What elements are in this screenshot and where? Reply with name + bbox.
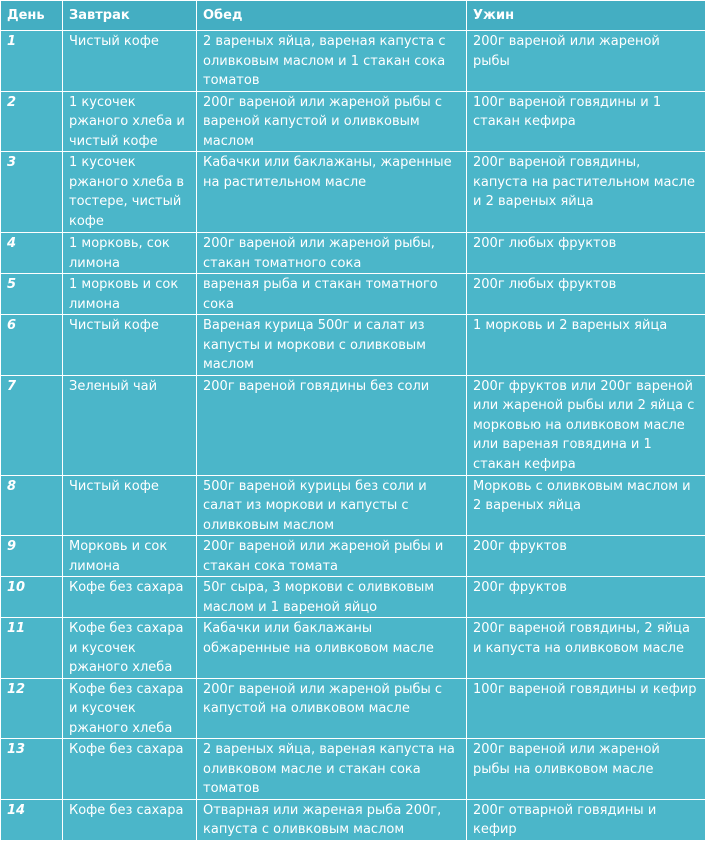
cell-day: 11 xyxy=(1,618,63,679)
table-row xyxy=(1,577,705,618)
cell-day: 13 xyxy=(1,739,63,800)
table-row xyxy=(1,274,705,315)
table-row xyxy=(1,233,705,274)
cell-breakfast: Кофе без сахара xyxy=(63,799,197,840)
cell-day: 9 xyxy=(1,536,63,577)
cell-day: 5 xyxy=(1,274,63,315)
cell-dinner: 200г отварной говядины и кефир xyxy=(467,799,705,840)
cell-breakfast: Чистый кофе xyxy=(63,315,197,376)
cell-dinner: 200г фруктов или 200г вареной или жареной рыбы или 2 яйца с морковью на оливковом масле или вареная говядина и 1 стакан кефира xyxy=(467,375,705,475)
table-row xyxy=(1,31,705,92)
cell-day: 2 xyxy=(1,91,63,152)
header-breakfast: Завтрак xyxy=(63,1,197,31)
cell-breakfast: 1 морковь и сок лимона xyxy=(63,274,197,315)
header-lunch: Обед xyxy=(197,1,467,31)
cell-lunch: Отварная или жареная рыба 200г, капуста с оливковым маслом xyxy=(197,799,467,840)
table-body xyxy=(1,31,705,841)
cell-day: 4 xyxy=(1,233,63,274)
cell-lunch: 2 вареных яйца, вареная капуста на оливковом масле и стакан сока томатов xyxy=(197,739,467,800)
cell-dinner: 100г вареной говядины и 1 стакан кефира xyxy=(467,91,705,152)
table-row xyxy=(1,536,705,577)
cell-lunch: вареная рыба и стакан томатного сока xyxy=(197,274,467,315)
cell-dinner: 200г любых фруктов xyxy=(467,274,705,315)
cell-breakfast: Зеленый чай xyxy=(63,375,197,475)
table-row xyxy=(1,375,705,475)
cell-breakfast: 1 кусочек ржаного хлеба в тостере, чистый кофе xyxy=(63,152,197,233)
table-header-row xyxy=(1,1,705,31)
table-row xyxy=(1,91,705,152)
cell-dinner: 200г вареной говядины, 2 яйца и капуста на оливковом масле xyxy=(467,618,705,679)
cell-lunch: 200г вареной или жареной рыбы, стакан томатного сока xyxy=(197,233,467,274)
cell-day: 3 xyxy=(1,152,63,233)
cell-lunch: Вареная курица 500г и салат из капусты и моркови с оливковым маслом xyxy=(197,315,467,376)
header-day: День xyxy=(1,1,63,31)
cell-day: 1 xyxy=(1,31,63,92)
cell-lunch: 200г вареной или жареной рыбы с вареной капустой и оливковым маслом xyxy=(197,91,467,152)
cell-dinner: 1 морковь и 2 вареных яйца xyxy=(467,315,705,376)
cell-lunch: 2 вареных яйца, вареная капуста с оливковым маслом и 1 стакан сока томатов xyxy=(197,31,467,92)
cell-breakfast: Кофе без сахара и кусочек ржаного хлеба xyxy=(63,678,197,739)
cell-day: 14 xyxy=(1,799,63,840)
cell-breakfast: 1 кусочек ржаного хлеба и чистый кофе xyxy=(63,91,197,152)
table-row xyxy=(1,315,705,376)
header-dinner: Ужин xyxy=(467,1,705,31)
cell-breakfast: Чистый кофе xyxy=(63,31,197,92)
cell-dinner: 200г вареной говядины, капуста на растительном масле и 2 вареных яйца xyxy=(467,152,705,233)
cell-day: 7 xyxy=(1,375,63,475)
cell-dinner: 100г вареной говядины и кефир xyxy=(467,678,705,739)
table-row xyxy=(1,475,705,536)
cell-day: 6 xyxy=(1,315,63,376)
table-row xyxy=(1,678,705,739)
cell-dinner: 200г вареной или жареной рыбы на оливковом масле xyxy=(467,739,705,800)
cell-lunch: 200г вареной или жареной рыбы и стакан сока томата xyxy=(197,536,467,577)
cell-breakfast: Чистый кофе xyxy=(63,475,197,536)
cell-lunch: 500г вареной курицы без соли и салат из моркови и капусты с оливковым маслом xyxy=(197,475,467,536)
cell-lunch: 200г вареной или жареной рыбы с капустой на оливковом масле xyxy=(197,678,467,739)
cell-day: 10 xyxy=(1,577,63,618)
cell-dinner: Морковь с оливковым маслом и 2 вареных яйца xyxy=(467,475,705,536)
cell-breakfast: Кофе без сахара xyxy=(63,577,197,618)
table-row xyxy=(1,799,705,840)
cell-dinner: 200г фруктов xyxy=(467,536,705,577)
cell-breakfast: Кофе без сахара xyxy=(63,739,197,800)
cell-dinner: 200г фруктов xyxy=(467,577,705,618)
table-row xyxy=(1,618,705,679)
table-row xyxy=(1,152,705,233)
cell-lunch: 200г вареной говядины без соли xyxy=(197,375,467,475)
cell-breakfast: 1 морковь, сок лимона xyxy=(63,233,197,274)
cell-breakfast: Кофе без сахара и кусочек ржаного хлеба xyxy=(63,618,197,679)
cell-lunch: Кабачки или баклажаны обжаренные на оливковом масле xyxy=(197,618,467,679)
table-row xyxy=(1,739,705,800)
cell-lunch: Кабачки или баклажаны, жаренные на растительном масле xyxy=(197,152,467,233)
cell-breakfast: Морковь и сок лимона xyxy=(63,536,197,577)
cell-lunch: 50г сыра, 3 моркови с оливковым маслом и 1 вареной яйцо xyxy=(197,577,467,618)
cell-day: 8 xyxy=(1,475,63,536)
cell-dinner: 200г любых фруктов xyxy=(467,233,705,274)
cell-dinner: 200г вареной или жареной рыбы xyxy=(467,31,705,92)
cell-day: 12 xyxy=(1,678,63,739)
